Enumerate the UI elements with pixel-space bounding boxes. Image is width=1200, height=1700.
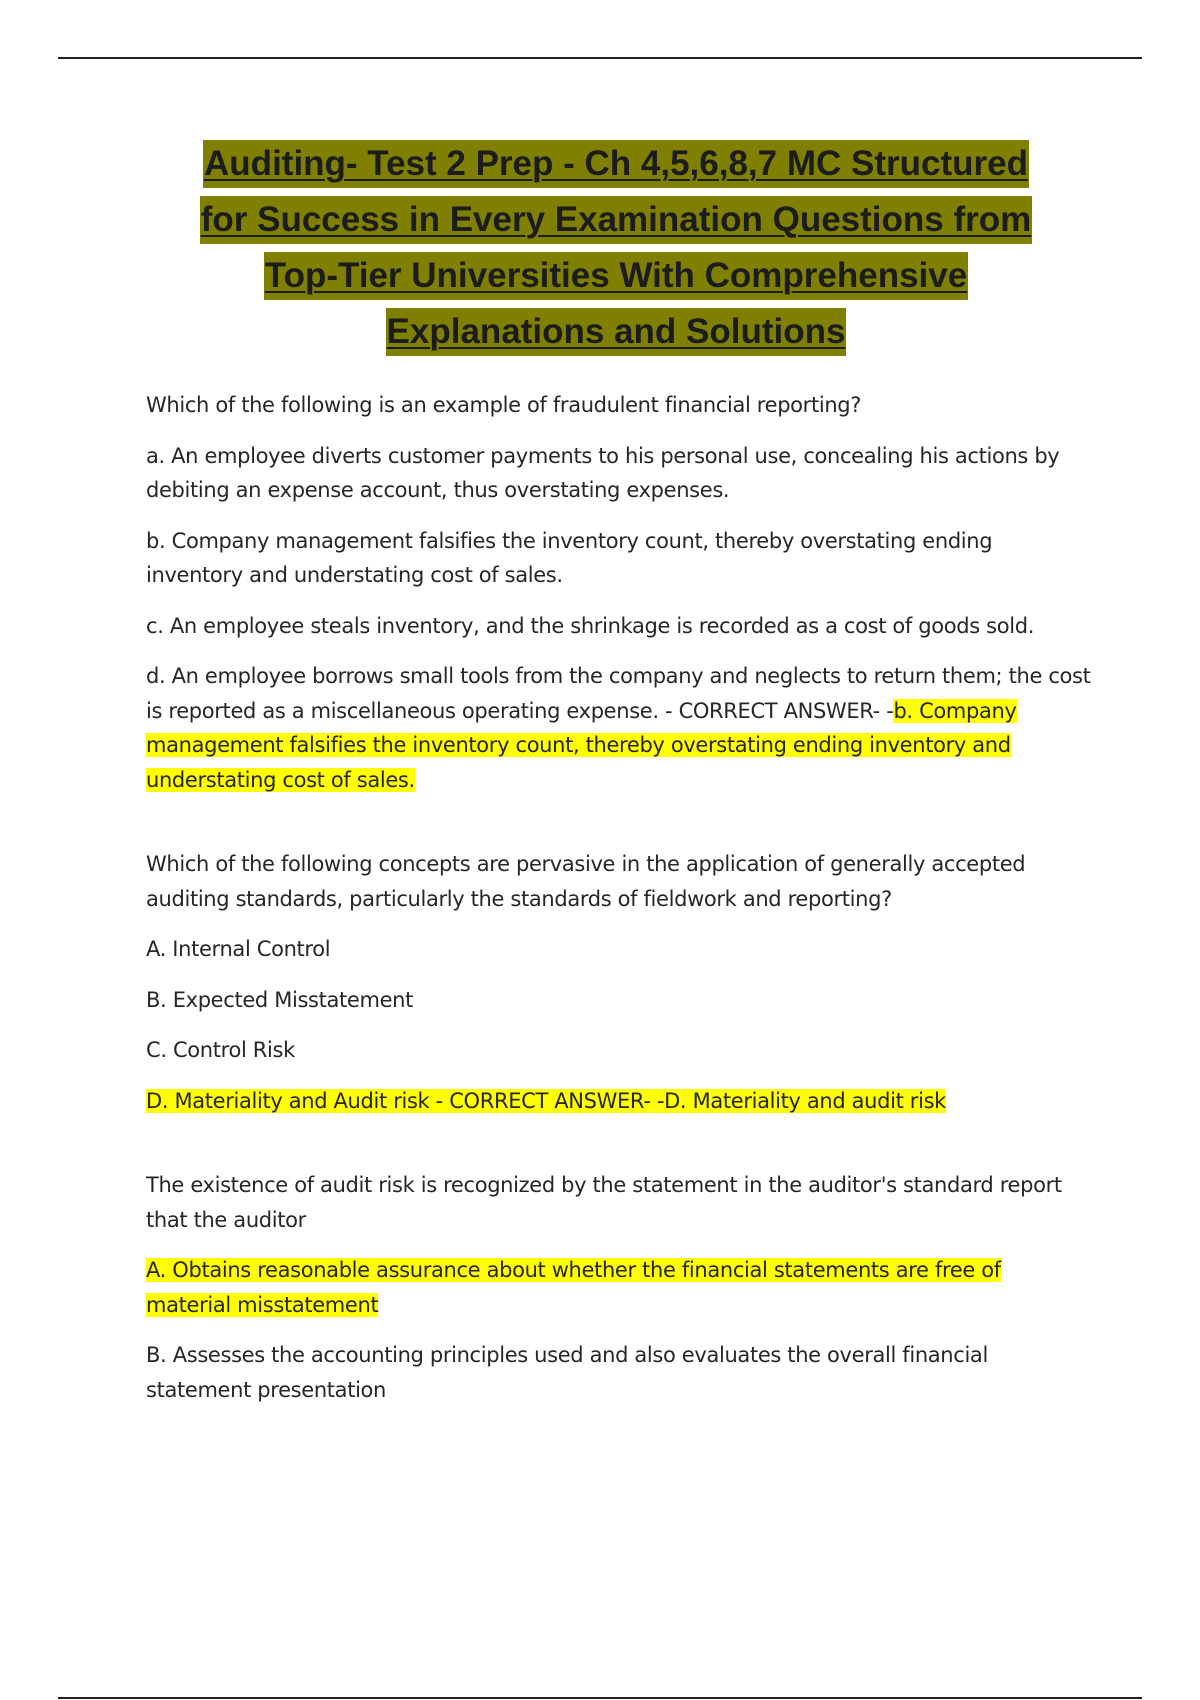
document-body: [146, 388, 1091, 1423]
bottom-rule: [58, 1697, 1142, 1699]
q1-option-d: [146, 659, 1091, 797]
title-line: Auditing- Test 2 Prep - Ch 4,5,6,8,7 MC Structured: [203, 140, 1029, 188]
title-line: for Success in Every Examination Questions from: [200, 196, 1033, 244]
q2-option-b: B. Expected Misstatement: [146, 987, 414, 1012]
q1-question: Which of the following is an example of fraudulent financial reporting?: [146, 393, 862, 417]
title-line: Top-Tier Universities With Comprehensive: [264, 252, 968, 300]
top-rule: [58, 57, 1142, 59]
q2-option-c: C. Control Risk: [146, 1038, 295, 1062]
q2-option-a: A. Internal Control: [146, 937, 331, 961]
q3-option-b: B. Assesses the accounting principles used and also evaluates the overall financial statement presentation: [146, 1343, 988, 1402]
q3-correct-answer: A. Obtains reasonable assurance about whether the financial statements are free of material misstatement: [146, 1258, 1001, 1317]
q2-question: Which of the following concepts are pervasive in the application of generally accepted auditing standards, particularly the standards of fieldwork and reporting?: [146, 852, 1026, 911]
q1-option-b: b. Company management falsifies the inventory count, thereby overstating ending inventory and understating cost of sales.: [146, 528, 993, 587]
document-title: [146, 140, 1086, 364]
q1-correct-answer: b. Company management falsifies the inventory count, thereby overstating ending inventory and understating cost of sales.: [146, 698, 1017, 792]
q3-question: The existence of audit risk is recognized by the statement in the auditor's standard report that the auditor: [146, 1173, 1062, 1232]
q1-option-a: a. An employee diverts customer payments to his personal use, concealing his actions by debiting an expense account, thus overstating expenses.: [146, 443, 1060, 502]
q2-option-d: [146, 1084, 1091, 1119]
q3-option-a: [146, 1253, 1091, 1322]
title-line: Explanations and Solutions: [386, 308, 847, 356]
q1-option-c: c. An employee steals inventory, and the shrinkage is recorded as a cost of goods sold.: [146, 613, 1035, 638]
q1-option-d-text: d. An employee borrows small tools from the company and neglects to return them; the cost is reported as a miscellaneous operating expense. - CORRECT ANSWER- -: [146, 664, 1091, 723]
q2-correct-answer: D. Materiality and Audit risk - CORRECT ANSWER- -D. Materiality and audit risk: [146, 1088, 946, 1113]
